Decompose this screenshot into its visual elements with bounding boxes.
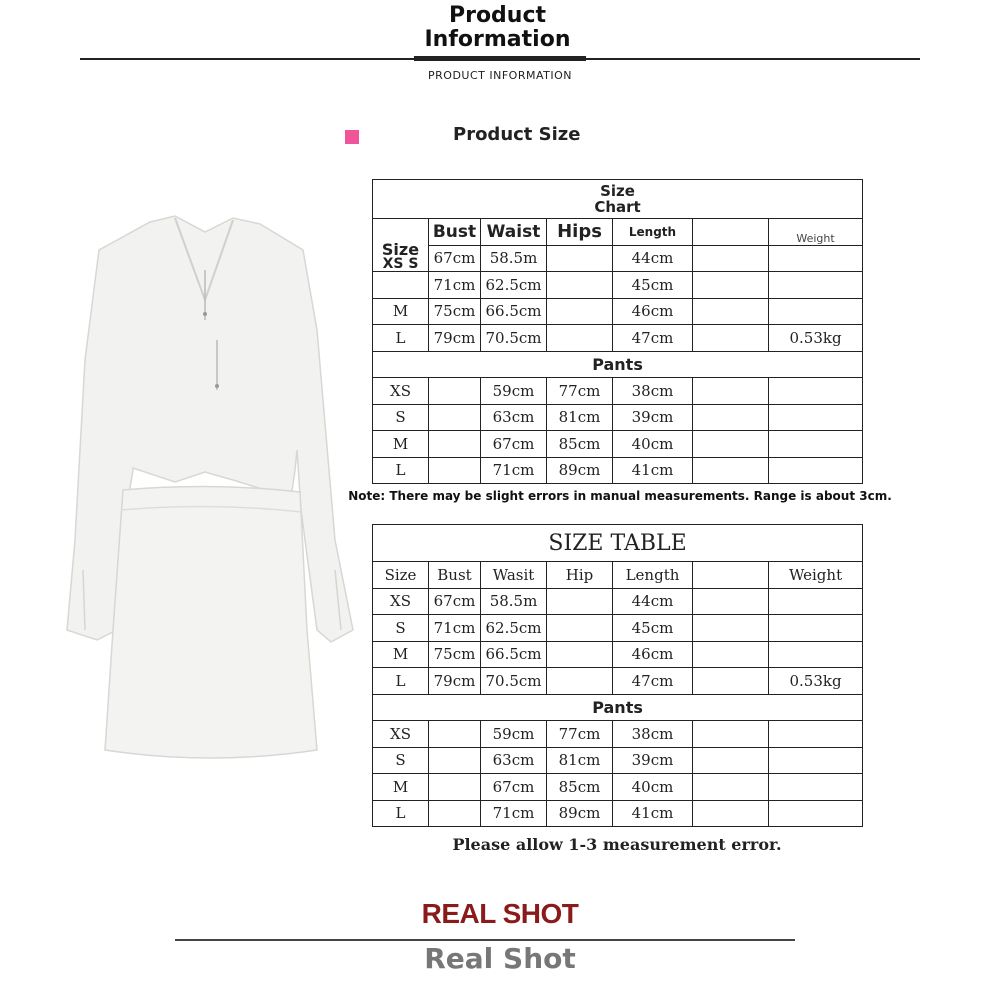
section-title: Product Size bbox=[453, 124, 581, 145]
table-cell: XS bbox=[373, 378, 429, 405]
table-cell bbox=[429, 800, 481, 827]
page-subtitle: PRODUCT INFORMATION bbox=[428, 69, 572, 82]
table-cell: 41cm bbox=[613, 800, 693, 827]
table-row bbox=[373, 245, 863, 272]
table-cell bbox=[693, 272, 769, 299]
table-cell bbox=[693, 298, 769, 325]
product-image bbox=[55, 210, 365, 770]
header-length: Length bbox=[613, 219, 693, 246]
table-cell: 67cm bbox=[481, 431, 547, 458]
table-cell: XS bbox=[373, 588, 429, 615]
table-cell: 70.5cm bbox=[481, 325, 547, 352]
table-cell: 0.53kg bbox=[769, 668, 863, 695]
table-row bbox=[373, 747, 863, 774]
table-cell: 45cm bbox=[613, 615, 693, 642]
table-cell bbox=[547, 588, 613, 615]
table-cell bbox=[429, 721, 481, 748]
table-cell: 59cm bbox=[481, 721, 547, 748]
table-cell: 77cm bbox=[547, 721, 613, 748]
table-cell: 41cm bbox=[613, 457, 693, 484]
table-cell: 67cm bbox=[481, 774, 547, 801]
table-cell bbox=[693, 378, 769, 405]
table-row bbox=[373, 774, 863, 801]
table-row bbox=[373, 404, 863, 431]
table-cell: 85cm bbox=[547, 774, 613, 801]
table-cell bbox=[693, 325, 769, 352]
table-cell: 0.53kg bbox=[769, 325, 863, 352]
table-cell: 66.5cm bbox=[481, 641, 547, 668]
table-cell: 85cm bbox=[547, 431, 613, 458]
page-title-line2: Information bbox=[424, 27, 571, 52]
table-row bbox=[373, 668, 863, 695]
table-row bbox=[373, 800, 863, 827]
table-cell bbox=[769, 431, 863, 458]
size-table bbox=[372, 524, 863, 827]
page-title-line1: Product bbox=[448, 3, 547, 28]
table-cell bbox=[693, 774, 769, 801]
real-shot-subtitle: Real Shot bbox=[424, 942, 576, 975]
table-cell bbox=[769, 774, 863, 801]
table-cell bbox=[769, 298, 863, 325]
table-cell: 71cm bbox=[481, 457, 547, 484]
header-length: Length bbox=[613, 562, 693, 589]
header-waist: Waist bbox=[481, 219, 547, 246]
measurement-note: Note: There may be slight errors in manual measurements. Range is about 3cm. bbox=[348, 489, 892, 503]
table-cell bbox=[547, 325, 613, 352]
table-cell bbox=[429, 457, 481, 484]
real-shot-divider bbox=[175, 939, 795, 941]
table-cell bbox=[547, 641, 613, 668]
table-cell: 47cm bbox=[613, 325, 693, 352]
table-cell bbox=[693, 747, 769, 774]
table-cell bbox=[769, 457, 863, 484]
table-cell bbox=[429, 431, 481, 458]
table-cell: 45cm bbox=[613, 272, 693, 299]
table-cell bbox=[769, 615, 863, 642]
table-cell: 67cm bbox=[429, 245, 481, 272]
header-hip: Hip bbox=[547, 562, 613, 589]
table-row bbox=[373, 378, 863, 405]
table-cell bbox=[429, 747, 481, 774]
table-cell: 67cm bbox=[429, 588, 481, 615]
table-row bbox=[373, 325, 863, 352]
table-cell: 38cm bbox=[613, 721, 693, 748]
table-cell bbox=[693, 800, 769, 827]
table-cell bbox=[769, 588, 863, 615]
size-xs-s-label: XS S bbox=[382, 256, 419, 272]
table-row bbox=[373, 641, 863, 668]
table-cell: M bbox=[373, 431, 429, 458]
table-cell bbox=[769, 404, 863, 431]
table-cell bbox=[769, 721, 863, 748]
table-cell bbox=[769, 641, 863, 668]
table-cell: 62.5cm bbox=[481, 615, 547, 642]
size-chart-title: Size Chart bbox=[373, 180, 863, 219]
section-marker-icon bbox=[345, 130, 359, 144]
header-weight: Weight bbox=[769, 219, 863, 246]
table-cell: 38cm bbox=[613, 378, 693, 405]
table-cell: 89cm bbox=[547, 457, 613, 484]
table-cell bbox=[547, 245, 613, 272]
table-cell bbox=[693, 431, 769, 458]
table-cell: 75cm bbox=[429, 641, 481, 668]
table-cell: 63cm bbox=[481, 747, 547, 774]
header-bust: Bust bbox=[429, 562, 481, 589]
table-cell bbox=[547, 668, 613, 695]
table-cell bbox=[547, 298, 613, 325]
table-cell: 46cm bbox=[613, 298, 693, 325]
table-cell bbox=[693, 721, 769, 748]
pants-section-label: Pants bbox=[373, 694, 863, 721]
table-cell: S bbox=[373, 615, 429, 642]
table-cell bbox=[429, 404, 481, 431]
header-weight: Weight bbox=[769, 562, 863, 589]
real-shot-title: REAL SHOT bbox=[421, 898, 579, 929]
measurement-error-note: Please allow 1-3 measurement error. bbox=[452, 835, 782, 854]
table-cell: 47cm bbox=[613, 668, 693, 695]
table-cell: L bbox=[373, 800, 429, 827]
table-cell bbox=[769, 378, 863, 405]
header-waist: Wasit bbox=[481, 562, 547, 589]
table-cell: 71cm bbox=[429, 272, 481, 299]
table-cell: 81cm bbox=[547, 747, 613, 774]
table-cell: 62.5cm bbox=[481, 272, 547, 299]
table-row bbox=[373, 588, 863, 615]
product-skirt bbox=[105, 486, 317, 758]
table-cell: 81cm bbox=[547, 404, 613, 431]
table-cell bbox=[693, 615, 769, 642]
table-cell: M bbox=[373, 641, 429, 668]
table-cell: L bbox=[373, 668, 429, 695]
table-cell: 89cm bbox=[547, 800, 613, 827]
table-cell bbox=[693, 404, 769, 431]
table-cell: 39cm bbox=[613, 747, 693, 774]
table-row bbox=[373, 272, 863, 299]
pants-section-label: Pants bbox=[373, 351, 863, 378]
table-row bbox=[373, 457, 863, 484]
size-table-title: SIZE TABLE bbox=[373, 525, 863, 562]
table-cell bbox=[769, 747, 863, 774]
table-header-row bbox=[373, 562, 863, 589]
table-cell: L bbox=[373, 325, 429, 352]
table-cell: 71cm bbox=[481, 800, 547, 827]
table-cell bbox=[693, 457, 769, 484]
table-cell: 40cm bbox=[613, 774, 693, 801]
header-empty bbox=[693, 562, 769, 589]
page-title bbox=[400, 4, 595, 52]
table-row bbox=[373, 298, 863, 325]
header-size: Size XS S bbox=[373, 219, 429, 272]
table-cell: 40cm bbox=[613, 431, 693, 458]
table-cell: 44cm bbox=[613, 588, 693, 615]
table-row bbox=[373, 721, 863, 748]
header-hips: Hips bbox=[547, 219, 613, 246]
table-cell bbox=[769, 800, 863, 827]
table-row bbox=[373, 615, 863, 642]
table-cell: XS bbox=[373, 721, 429, 748]
table-cell: 70.5cm bbox=[481, 668, 547, 695]
header-empty bbox=[693, 219, 769, 246]
table-cell bbox=[693, 668, 769, 695]
table-cell: 63cm bbox=[481, 404, 547, 431]
table-cell bbox=[693, 641, 769, 668]
table-cell bbox=[429, 774, 481, 801]
header-bust: Bust bbox=[429, 219, 481, 246]
table-cell bbox=[769, 245, 863, 272]
table-cell bbox=[547, 272, 613, 299]
table-cell: 71cm bbox=[429, 615, 481, 642]
table-cell: 79cm bbox=[429, 325, 481, 352]
table-cell: 75cm bbox=[429, 298, 481, 325]
table-cell bbox=[769, 272, 863, 299]
header-size: Size bbox=[373, 562, 429, 589]
table-cell bbox=[547, 615, 613, 642]
table-cell: S bbox=[373, 747, 429, 774]
table-cell: 79cm bbox=[429, 668, 481, 695]
table-cell: 39cm bbox=[613, 404, 693, 431]
table-cell: 58.5m bbox=[481, 245, 547, 272]
table-cell: 46cm bbox=[613, 641, 693, 668]
table-cell bbox=[693, 245, 769, 272]
size-chart-table bbox=[372, 179, 863, 484]
table-cell: 44cm bbox=[613, 245, 693, 272]
table-cell bbox=[693, 588, 769, 615]
table-cell bbox=[373, 272, 429, 299]
table-cell: M bbox=[373, 774, 429, 801]
table-cell: 66.5cm bbox=[481, 298, 547, 325]
table-cell: L bbox=[373, 457, 429, 484]
table-cell: M bbox=[373, 298, 429, 325]
header-divider-accent bbox=[414, 56, 586, 61]
table-cell: S bbox=[373, 404, 429, 431]
table-row bbox=[373, 431, 863, 458]
table-cell: 58.5m bbox=[481, 588, 547, 615]
table-cell: 59cm bbox=[481, 378, 547, 405]
table-cell: 77cm bbox=[547, 378, 613, 405]
table-cell bbox=[429, 378, 481, 405]
